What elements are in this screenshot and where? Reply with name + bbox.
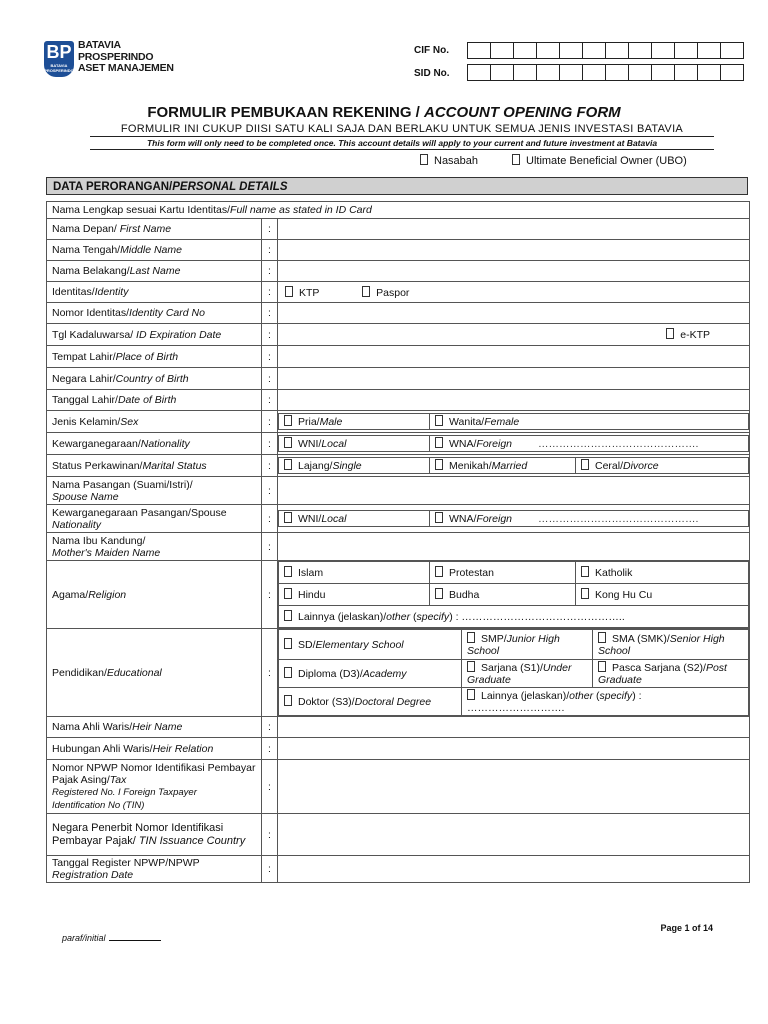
checkbox-icon[interactable] <box>581 459 589 470</box>
checkbox-icon[interactable] <box>284 588 292 599</box>
identity-options <box>278 282 750 303</box>
female-option[interactable]: Wanita/Female <box>430 414 749 430</box>
cif-input-boxes[interactable] <box>467 42 744 59</box>
ektp-option[interactable]: e-KTP <box>666 328 710 341</box>
first-name-field[interactable] <box>278 219 750 240</box>
hindu-option[interactable]: Hindu <box>279 584 430 606</box>
mother-name-label: Nama Ibu Kandung/ Mother's Maiden Name <box>47 533 262 561</box>
smp-option[interactable]: SMP/Junior High School <box>462 630 593 660</box>
checkbox-icon[interactable] <box>435 437 443 448</box>
single-option[interactable]: Lajang/Single <box>279 458 430 474</box>
wni-option[interactable]: WNI/Local <box>279 436 430 452</box>
nationality-specify-dots: ………………………………………. <box>538 438 699 450</box>
logo-line3: ASET MANAJEMEN <box>78 62 174 74</box>
diploma-option[interactable]: Diploma (D3)/Academy <box>279 660 462 688</box>
table-row: Status Perkawinan/Marital Status : Lajang/Single Menikah/Married Ceral/Divorce <box>47 455 750 477</box>
table-row: Agama/Religion : Islam Protestan Katholik Hindu Budha Kong Hu Cu Lainnya (jelaskan)/other (specify) : ……………………………………….. <box>47 561 750 629</box>
table-row: Pendidikan/Educational : SD/Elementary School SMP/Junior High School SMA (SMK)/Senior High School Diploma (D3)/Academy Sarjana (S1)/Under Graduate Pasca Sarjana (S2)/Post Graduate Doktor (S3)/Doctoral Degree Lainnya (jelaskan)/other (specify) : ………………………. <box>47 629 750 717</box>
tin-country-field[interactable] <box>278 814 750 856</box>
nationality-label: Kewarganegaraan/Nationality <box>47 433 262 455</box>
sma-option[interactable]: SMA (SMK)/Senior High School <box>593 630 749 660</box>
divorce-option[interactable]: Ceral/Divorce <box>576 458 749 474</box>
checkbox-icon[interactable] <box>467 661 475 672</box>
dob-label: Tanggal Lahir/Date of Birth <box>47 390 262 411</box>
konghucu-option[interactable]: Kong Hu Cu <box>576 584 749 606</box>
spouse-nationality-label: Kewarganegaraan Pasangan/Spouse Nationality <box>47 505 262 533</box>
education-label: Pendidikan/Educational <box>47 629 262 717</box>
table-row <box>47 202 750 219</box>
checkbox-icon[interactable] <box>581 588 589 599</box>
ubo-option[interactable]: Ultimate Beneficial Owner (UBO) <box>512 154 687 167</box>
npwp-field[interactable] <box>278 760 750 814</box>
middle-name-label: Nama Tengah/Middle Name <box>47 240 262 261</box>
form-note: This form will only need to be completed once. This account details will apply to your current and future investment at Batavia <box>90 138 714 150</box>
heir-relation-field[interactable] <box>278 738 750 760</box>
cif-label: CIF No. <box>414 45 449 56</box>
spouse-name-field[interactable] <box>278 477 750 505</box>
table-row: Identitas/Identity : KTP Paspor <box>47 282 750 303</box>
checkbox-icon[interactable] <box>435 566 443 577</box>
last-name-field[interactable] <box>278 261 750 282</box>
npwp-date-label: Tanggal Register NPWP/NPWP Registration Date <box>47 856 262 883</box>
identity-no-field[interactable] <box>278 303 750 324</box>
table-row: Nomor Identitas/Identity Card No : <box>47 303 750 324</box>
checkbox-icon[interactable] <box>467 689 475 700</box>
form-subtitle: FORMULIR INI CUKUP DIISI SATU KALI SAJA DAN BERLAKU UNTUK SEMUA JENIS INVESTASI BATAVIA <box>90 123 714 137</box>
npwp-label: Nomor NPWP Nomor Identifikasi Pembayar Pajak Asing/Tax Registered No. I Foreign Taxpayer Identification No (TIN) <box>47 760 262 814</box>
paraf-initial: paraf/initial <box>62 933 161 943</box>
nasabah-option[interactable]: Nasabah <box>420 154 478 167</box>
ktp-option[interactable]: KTP <box>285 287 319 299</box>
checkbox-icon[interactable] <box>284 512 292 523</box>
logo-line1: BATAVIA <box>78 39 121 51</box>
budha-option[interactable]: Budha <box>430 584 576 606</box>
dob-field[interactable] <box>278 390 750 411</box>
checkbox-icon[interactable] <box>581 566 589 577</box>
table-row: Tanggal Lahir/Date of Birth : <box>47 390 750 411</box>
pob-field[interactable] <box>278 346 750 368</box>
expiry-field[interactable] <box>278 324 750 346</box>
heir-relation-label: Hubungan Ahli Waris/Heir Relation <box>47 738 262 760</box>
spouse-nationality-specify-dots: ………………………………………. <box>538 513 699 525</box>
marital-label: Status Perkawinan/Marital Status <box>47 455 262 477</box>
spouse-wna-option[interactable]: WNA/Foreign ………………………………………. <box>430 511 749 527</box>
table-row: Nama Pasangan (Suami/Istri)/ Spouse Name : <box>47 477 750 505</box>
table-row: Jenis Kelamin/Sex : Pria/Male Wanita/Female <box>47 411 750 433</box>
spouse-wni-option[interactable]: WNI/Local <box>279 511 430 527</box>
first-name-label: Nama Depan/ First Name <box>47 219 262 240</box>
islam-option[interactable]: Islam <box>279 562 430 584</box>
page-number: Page 1 of 14 <box>660 923 713 933</box>
mother-name-field[interactable] <box>278 533 750 561</box>
checkbox-icon[interactable] <box>284 667 292 678</box>
sid-input-boxes[interactable] <box>467 64 744 81</box>
checkbox-icon[interactable] <box>598 632 606 643</box>
religion-label: Agama/Religion <box>47 561 262 629</box>
katholik-option[interactable]: Katholik <box>576 562 749 584</box>
checkbox-icon[interactable] <box>666 328 674 339</box>
male-option[interactable]: Pria/Male <box>279 414 430 430</box>
cob-field[interactable] <box>278 368 750 390</box>
checkbox-icon[interactable] <box>284 566 292 577</box>
logo-line2: PROSPERINDO <box>78 50 154 63</box>
spouse-name-label: Nama Pasangan (Suami/Istri)/ Spouse Name <box>47 477 262 505</box>
identity-label: Identitas/Identity <box>47 282 262 303</box>
pasca-sarjana-option[interactable]: Pasca Sarjana (S2)/Post Graduate <box>593 660 749 688</box>
table-row: Nomor NPWP Nomor Identifikasi Pembayar Pajak Asing/Tax Registered No. I Foreign Taxpayer Identification No (TIN) : <box>47 760 750 814</box>
npwp-date-field[interactable] <box>278 856 750 883</box>
checkbox-icon[interactable] <box>598 661 606 672</box>
checkbox-icon[interactable] <box>362 286 370 297</box>
table-row: Nama Belakang/Last Name : <box>47 261 750 282</box>
protestan-option[interactable]: Protestan <box>430 562 576 584</box>
checkbox-icon[interactable] <box>420 154 428 165</box>
checkbox-icon[interactable] <box>284 437 292 448</box>
checkbox-icon[interactable] <box>285 286 293 297</box>
sid-label: SID No. <box>414 68 450 79</box>
checkbox-icon[interactable] <box>284 638 292 649</box>
sarjana-option[interactable]: Sarjana (S1)/Under Graduate <box>462 660 593 688</box>
table-row: Tempat Lahir/Place of Birth : <box>47 346 750 368</box>
fullname-header: Nama Lengkap sesuai Kartu Identitas/Full name as stated in ID Card <box>47 202 750 219</box>
middle-name-field[interactable] <box>278 240 750 261</box>
table-row: Kewarganegaraan/Nationality : WNI/Local WNA/Foreign ………………………………………. <box>47 433 750 455</box>
paspor-option[interactable]: Paspor <box>362 287 409 299</box>
table-row: Nama Ibu Kandung/ Mother's Maiden Name : <box>47 533 750 561</box>
table-row: Hubungan Ahli Waris/Heir Relation : <box>47 738 750 760</box>
checkbox-icon[interactable] <box>435 588 443 599</box>
personal-details-table <box>46 201 750 883</box>
checkbox-icon[interactable] <box>435 415 443 426</box>
table-row: Tgl Kadaluwarsa/ ID Expiration Date : e-KTP <box>47 324 750 346</box>
checkbox-icon[interactable] <box>284 459 292 470</box>
initial-line[interactable] <box>109 940 161 941</box>
section-header-personal: DATA PERORANGAN/PERSONAL DETAILS <box>46 177 748 195</box>
table-row: Tanggal Register NPWP/NPWP Registration Date : <box>47 856 750 883</box>
logo-mark-subtext: BATAVIA PROSPERINDO <box>44 63 74 73</box>
cob-label: Negara Lahir/Country of Birth <box>47 368 262 390</box>
last-name-label: Nama Belakang/Last Name <box>47 261 262 282</box>
expiry-label: Tgl Kadaluwarsa/ ID Expiration Date <box>47 324 262 346</box>
table-row: Negara Lahir/Country of Birth : <box>47 368 750 390</box>
table-row: Nama Ahli Waris/Heir Name : <box>47 717 750 738</box>
checkbox-icon[interactable] <box>284 415 292 426</box>
religion-other-option[interactable]: Lainnya (jelaskan)/other (specify) : ……………………………………….. <box>279 606 749 628</box>
tin-country-label: Negara Penerbit Nomor Identifikasi Pembayar Pajak/ TIN Issuance Country <box>47 814 262 856</box>
sd-option[interactable]: SD/Elementary School <box>279 630 462 660</box>
checkbox-icon[interactable] <box>435 459 443 470</box>
checkbox-icon[interactable] <box>284 695 292 706</box>
heir-name-label: Nama Ahli Waris/Heir Name <box>47 717 262 738</box>
table-row: Nama Tengah/Middle Name : <box>47 240 750 261</box>
checkbox-icon[interactable] <box>284 610 292 621</box>
identity-no-label: Nomor Identitas/Identity Card No <box>47 303 262 324</box>
checkbox-icon[interactable] <box>467 632 475 643</box>
company-logo-mark <box>44 41 74 77</box>
wna-option[interactable]: WNA/Foreign ………………………………………. <box>430 436 749 452</box>
education-other-option[interactable]: Lainnya (jelaskan)/other (specify) : ………………………. <box>462 688 749 716</box>
heir-name-field[interactable] <box>278 717 750 738</box>
company-logo-text <box>78 40 174 75</box>
checkbox-icon[interactable] <box>435 512 443 523</box>
logo-mark-text: BP <box>46 42 72 62</box>
pob-label: Tempat Lahir/Place of Birth <box>47 346 262 368</box>
sex-label: Jenis Kelamin/Sex <box>47 411 262 433</box>
table-row: Nama Depan/ First Name : <box>47 219 750 240</box>
form-title: FORMULIR PEMBUKAAN REKENING / ACCOUNT OPENING FORM <box>147 104 621 121</box>
checkbox-icon[interactable] <box>512 154 520 165</box>
doktor-option[interactable]: Doktor (S3)/Doctoral Degree <box>279 688 462 716</box>
table-row: Kewarganegaraan Pasangan/Spouse Nationality : WNI/Local WNA/Foreign ………………………………………. <box>47 505 750 533</box>
table-row: Negara Penerbit Nomor Identifikasi Pembayar Pajak/ TIN Issuance Country : <box>47 814 750 856</box>
married-option[interactable]: Menikah/Married <box>430 458 576 474</box>
